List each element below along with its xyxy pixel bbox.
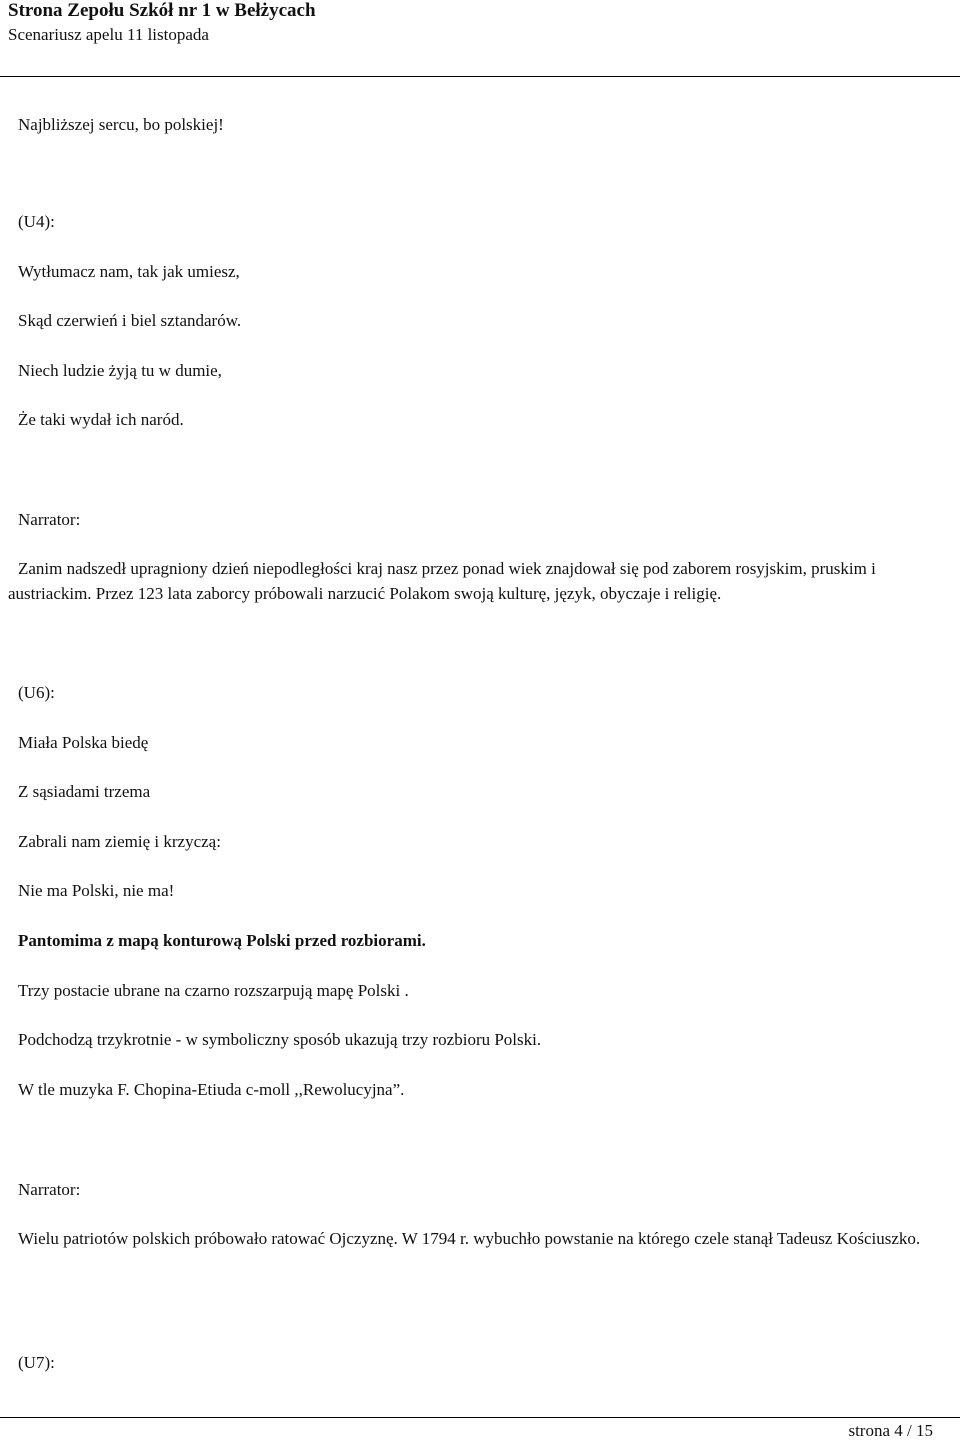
poem-line: Z sąsiadami trzema	[18, 782, 151, 801]
poem-line: Najbliższej sercu, bo polskiej!	[18, 115, 224, 134]
stage-direction: Trzy postacie ubrane na czarno rozszarpują mapę Polski .	[18, 981, 409, 1000]
poem-line: Zabrali nam ziemię i krzyczą:	[18, 832, 221, 851]
speaker-label-narrator: Narrator:	[18, 1180, 81, 1199]
poem-line: Wytłumacz nam, tak jak umiesz,	[18, 262, 240, 281]
speaker-label-u6: (U6):	[18, 683, 55, 702]
document-subtitle: Scenariusz apelu 11 listopada	[8, 25, 209, 44]
speaker-label-u4: (U4):	[18, 212, 55, 231]
header-divider	[0, 76, 960, 77]
poem-line: Nie ma Polski, nie ma!	[18, 881, 175, 900]
narrator-paragraph: Zanim nadszedł upragniony dzień niepodległości kraj nasz przez ponad wiek znajdował się pod zaborem rosyjskim, pruskim i austriackim. Przez 123 lata zaborcy próbowali narzucić Polakom swoją kulturę, język, obyczaje i religię.	[8, 559, 876, 603]
footer-divider	[0, 1417, 960, 1418]
narrator-paragraph: Wielu patriotów polskich próbowało ratować Ojczyznę. W 1794 r. wybuchło powstanie na którego czele stanął Tadeusz Kościuszko.	[18, 1229, 921, 1248]
stage-direction: Podchodzą trzykrotnie - w symboliczny sposób ukazują trzy rozbioru Polski.	[18, 1030, 542, 1049]
stage-direction: W tle muzyka F. Chopina-Etiuda c-moll ,,Rewolucyjna”.	[18, 1080, 405, 1099]
page-number: strona 4 / 15	[848, 1421, 933, 1440]
stage-direction-title: Pantomima z mapą konturową Polski przed rozbiorami.	[18, 931, 426, 950]
document-title: Strona Zepołu Szkół nr 1 w Bełżycach	[8, 0, 316, 21]
poem-line: Niech ludzie żyją tu w dumie,	[18, 361, 222, 380]
poem-line: Skąd czerwień i biel sztandarów.	[18, 311, 242, 330]
poem-line: Że taki wydał ich naród.	[18, 410, 184, 429]
speaker-label-u7: (U7):	[18, 1353, 55, 1372]
speaker-label-narrator: Narrator:	[18, 510, 81, 529]
poem-line: Miała Polska biedę	[18, 733, 149, 752]
